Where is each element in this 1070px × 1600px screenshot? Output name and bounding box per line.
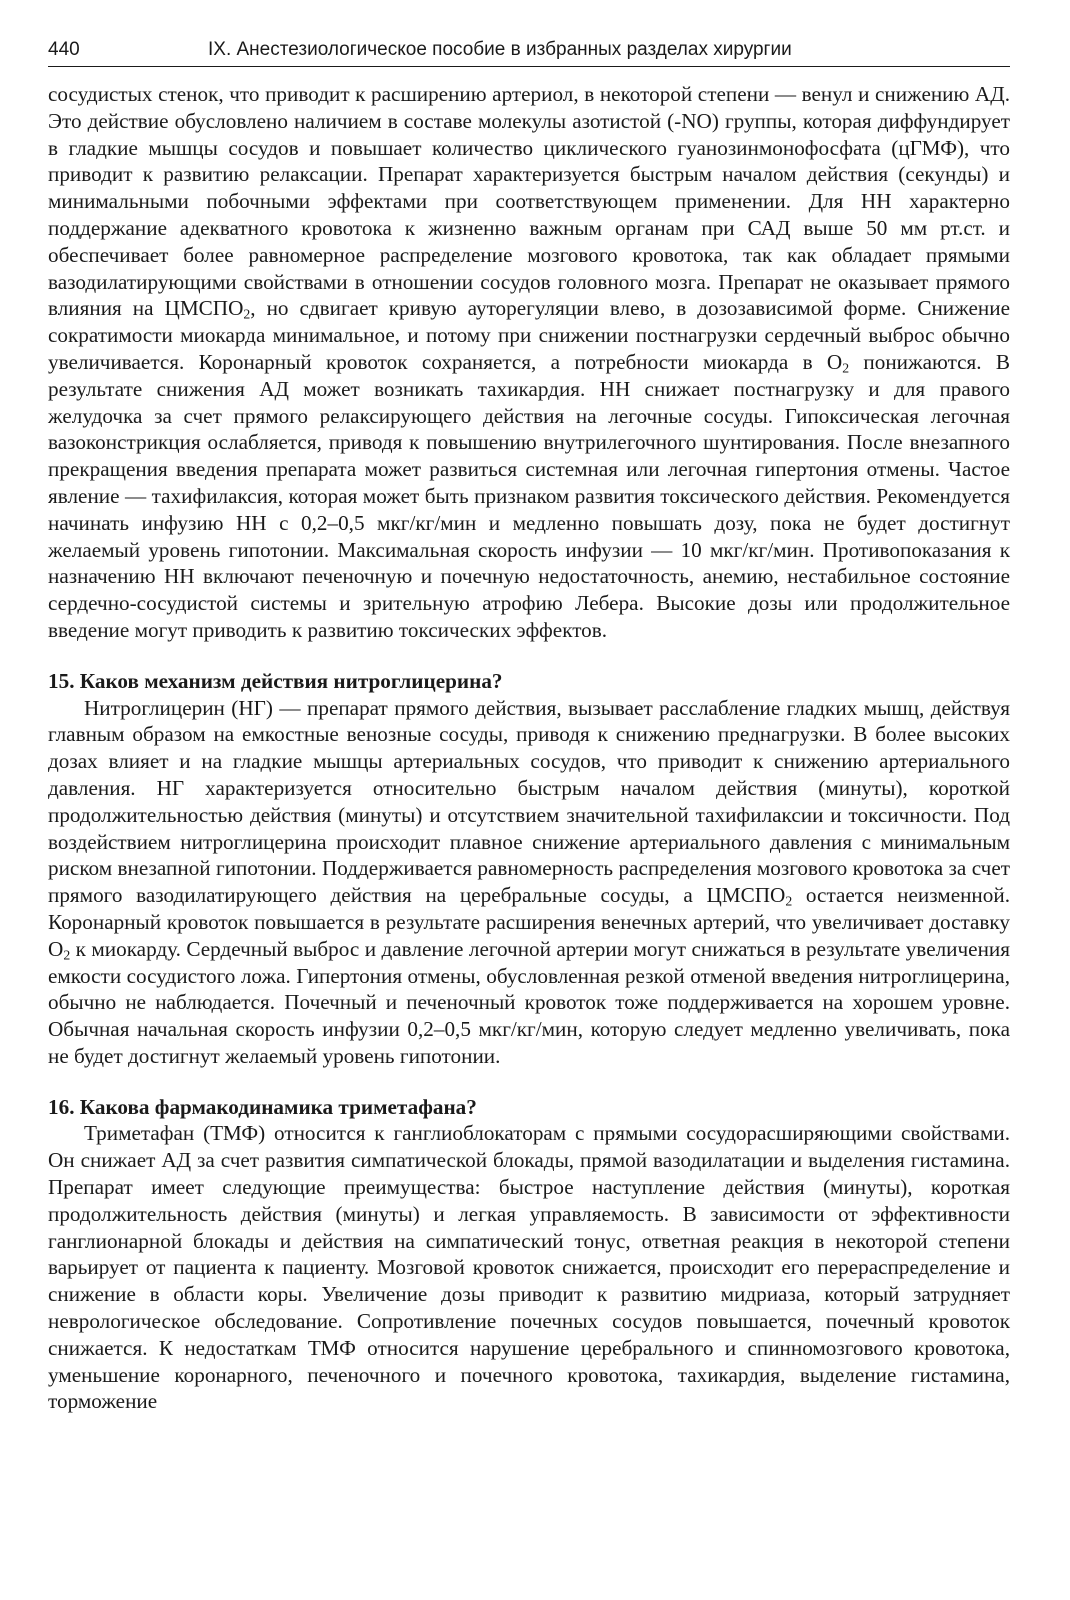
text-run: Триметафан (ТМФ) относится к ганглиоблокаторам с прямыми сосудорасширяющими свойствами. Он снижает АД за счет развития симпатической блокады, прямой вазодилатации и выделения гистамина. Препарат имеет следующие преимущества: быстрое наступление действия (минуты), короткая продолжительность действия (минуты) и легкая управляемость. В зависимости от эффективности ганглионарной блокады и действия на симпатический тонус, ответная реакция в некоторой степени варьирует от пациента к пациенту. Мозговой кровоток снижается, происходит его перераспределение и снижение в области коры. Увеличение дозы приводит к развитию мидриаза, который затрудняет неврологическое обследование. Сопротивление почечных сосудов повышается, почечный кровоток снижается. К недостаткам ТМФ относится нарушение церебрального и спинномозгового кровотока, уменьшение коронарного, печеночного и почечного кровотока, тахикардия, выделение гистамина, торможение: [48, 1121, 1010, 1414]
subscript: 2: [243, 306, 251, 322]
text-run: , но сдвигает кривую ауторегуляции влево, в дозозависимой форме. Снижение сократимости миокарда минимальное, и потому при снижении постнагрузки сердечный выброс обычно увеличивается. Коронарный кровоток сохраняется, а потребности миокарда в O: [48, 296, 1010, 374]
running-head: [48, 38, 1010, 67]
subscript: 2: [785, 893, 793, 909]
page-body: [48, 81, 1010, 1415]
question-heading-15: 15. Каков механизм действия нитроглицерина?: [48, 668, 503, 693]
running-title: IX. Анестезиологическое пособие в избранных разделах хирургии: [208, 39, 792, 60]
question-heading-16: 16. Какова фармакодинамика триметафана?: [48, 1094, 477, 1119]
subscript: 2: [842, 360, 850, 376]
text-run: Нитроглицерин (НГ) — препарат прямого действия, вызывает расслабление гладких мышц, действуя главным образом на емкостные венозные сосуды, приводя к снижению преднагрузки. В более высоких дозах влияет и на гладкие мышцы артериальных сосудов, что приводит к снижению артериального давления. НГ характеризуется относительно быстрым началом действия (минуты), короткой продолжительностью действия (минуты) и отсутствием значительной тахифилаксии и токсичности. Под воздействием нитроглицерина происходит плавное снижение артериального давления с минимальным риском внезапной гипотонии. Поддерживается равномерность распределения мозгового кровотока за счет прямого вазодилатирующего действия на церебральные сосуды, а ЦМСПО: [48, 695, 1010, 908]
answer-paragraph-16: [48, 1120, 1010, 1415]
text-run: сосудистых стенок, что приводит к расширению артериол, в некоторой степени — венул и снижению АД. Это действие обусловлено наличием в составе молекулы азотистой (-NO) группы, которая диффундирует в гладкие мышцы сосудов и повышает количество циклического гуанозинмонофосфата (цГМФ), что приводит к развитию релаксации. Препарат характеризуется быстрым началом действия (секунды) и минимальными побочными эффектами при соответствующем применении. Для НН характерно поддержание адекватного кровотока к жизненно важным органам при САД выше 50 мм рт.ст. и обеспечивает более равномерное распределение мозгового кровотока, так как обладает прямыми вазодилатирующими свойствами в отношении сосудов головного мозга. Препарат не оказывает прямого влияния на ЦМСПО: [48, 82, 1010, 321]
book-page: [48, 38, 1010, 1415]
text-run: понижаются. В результате снижения АД может возникать тахикардия. НН снижает постнагрузку и для правого желудочка за счет прямого релаксирующего действия на легочные сосуды. Гипоксическая легочная вазоконстрикция ослабляется, приводя к повышению внутрилегочного шунтирования. После внезапного прекращения введения препарата может развиться системная или легочная гипертония отмены. Частое явление — тахифилаксия, которая может быть признаком развития токсического действия. Рекомендуется начинать инфузию НН с 0,2–0,5 мкг/кг/мин и медленно повышать дозу, пока не будет достигнут желаемый уровень гипотонии. Максимальная скорость инфузии — 10 мкг/кг/мин. Противопоказания к назначению НН включают печеночную и почечную недостаточность, анемию, нестабильное состояние сердечно-сосудистой системы и зрительную атрофию Лебера. Высокие дозы или продолжительное введение могут приводить к развитию токсических эффектов.: [48, 349, 1010, 642]
paragraph-continued: [48, 81, 1010, 644]
text-run: остается неизменной. Коронарный кровоток повышается в результате расширения венечных артерий, что увеличивает доставку O: [48, 883, 1010, 961]
page-number: 440: [48, 39, 80, 60]
text-run: к миокарду. Сердечный выброс и давление легочной артерии могут снижаться в результате увеличения емкости сосудистого ложа. Гипертония отмены, обусловленная резкой отменой введения нитроглицерина, обычно не наблюдается. Почечный и печеночный кровоток тоже поддерживается на хорошем уровне. Обычная начальная скорость инфузии 0,2–0,5 мкг/кг/мин, которую следует медленно увеличивать, пока не будет достигнут желаемый уровень гипотонии.: [48, 936, 1010, 1068]
answer-paragraph-15: [48, 695, 1010, 1070]
subscript: 2: [63, 947, 71, 963]
